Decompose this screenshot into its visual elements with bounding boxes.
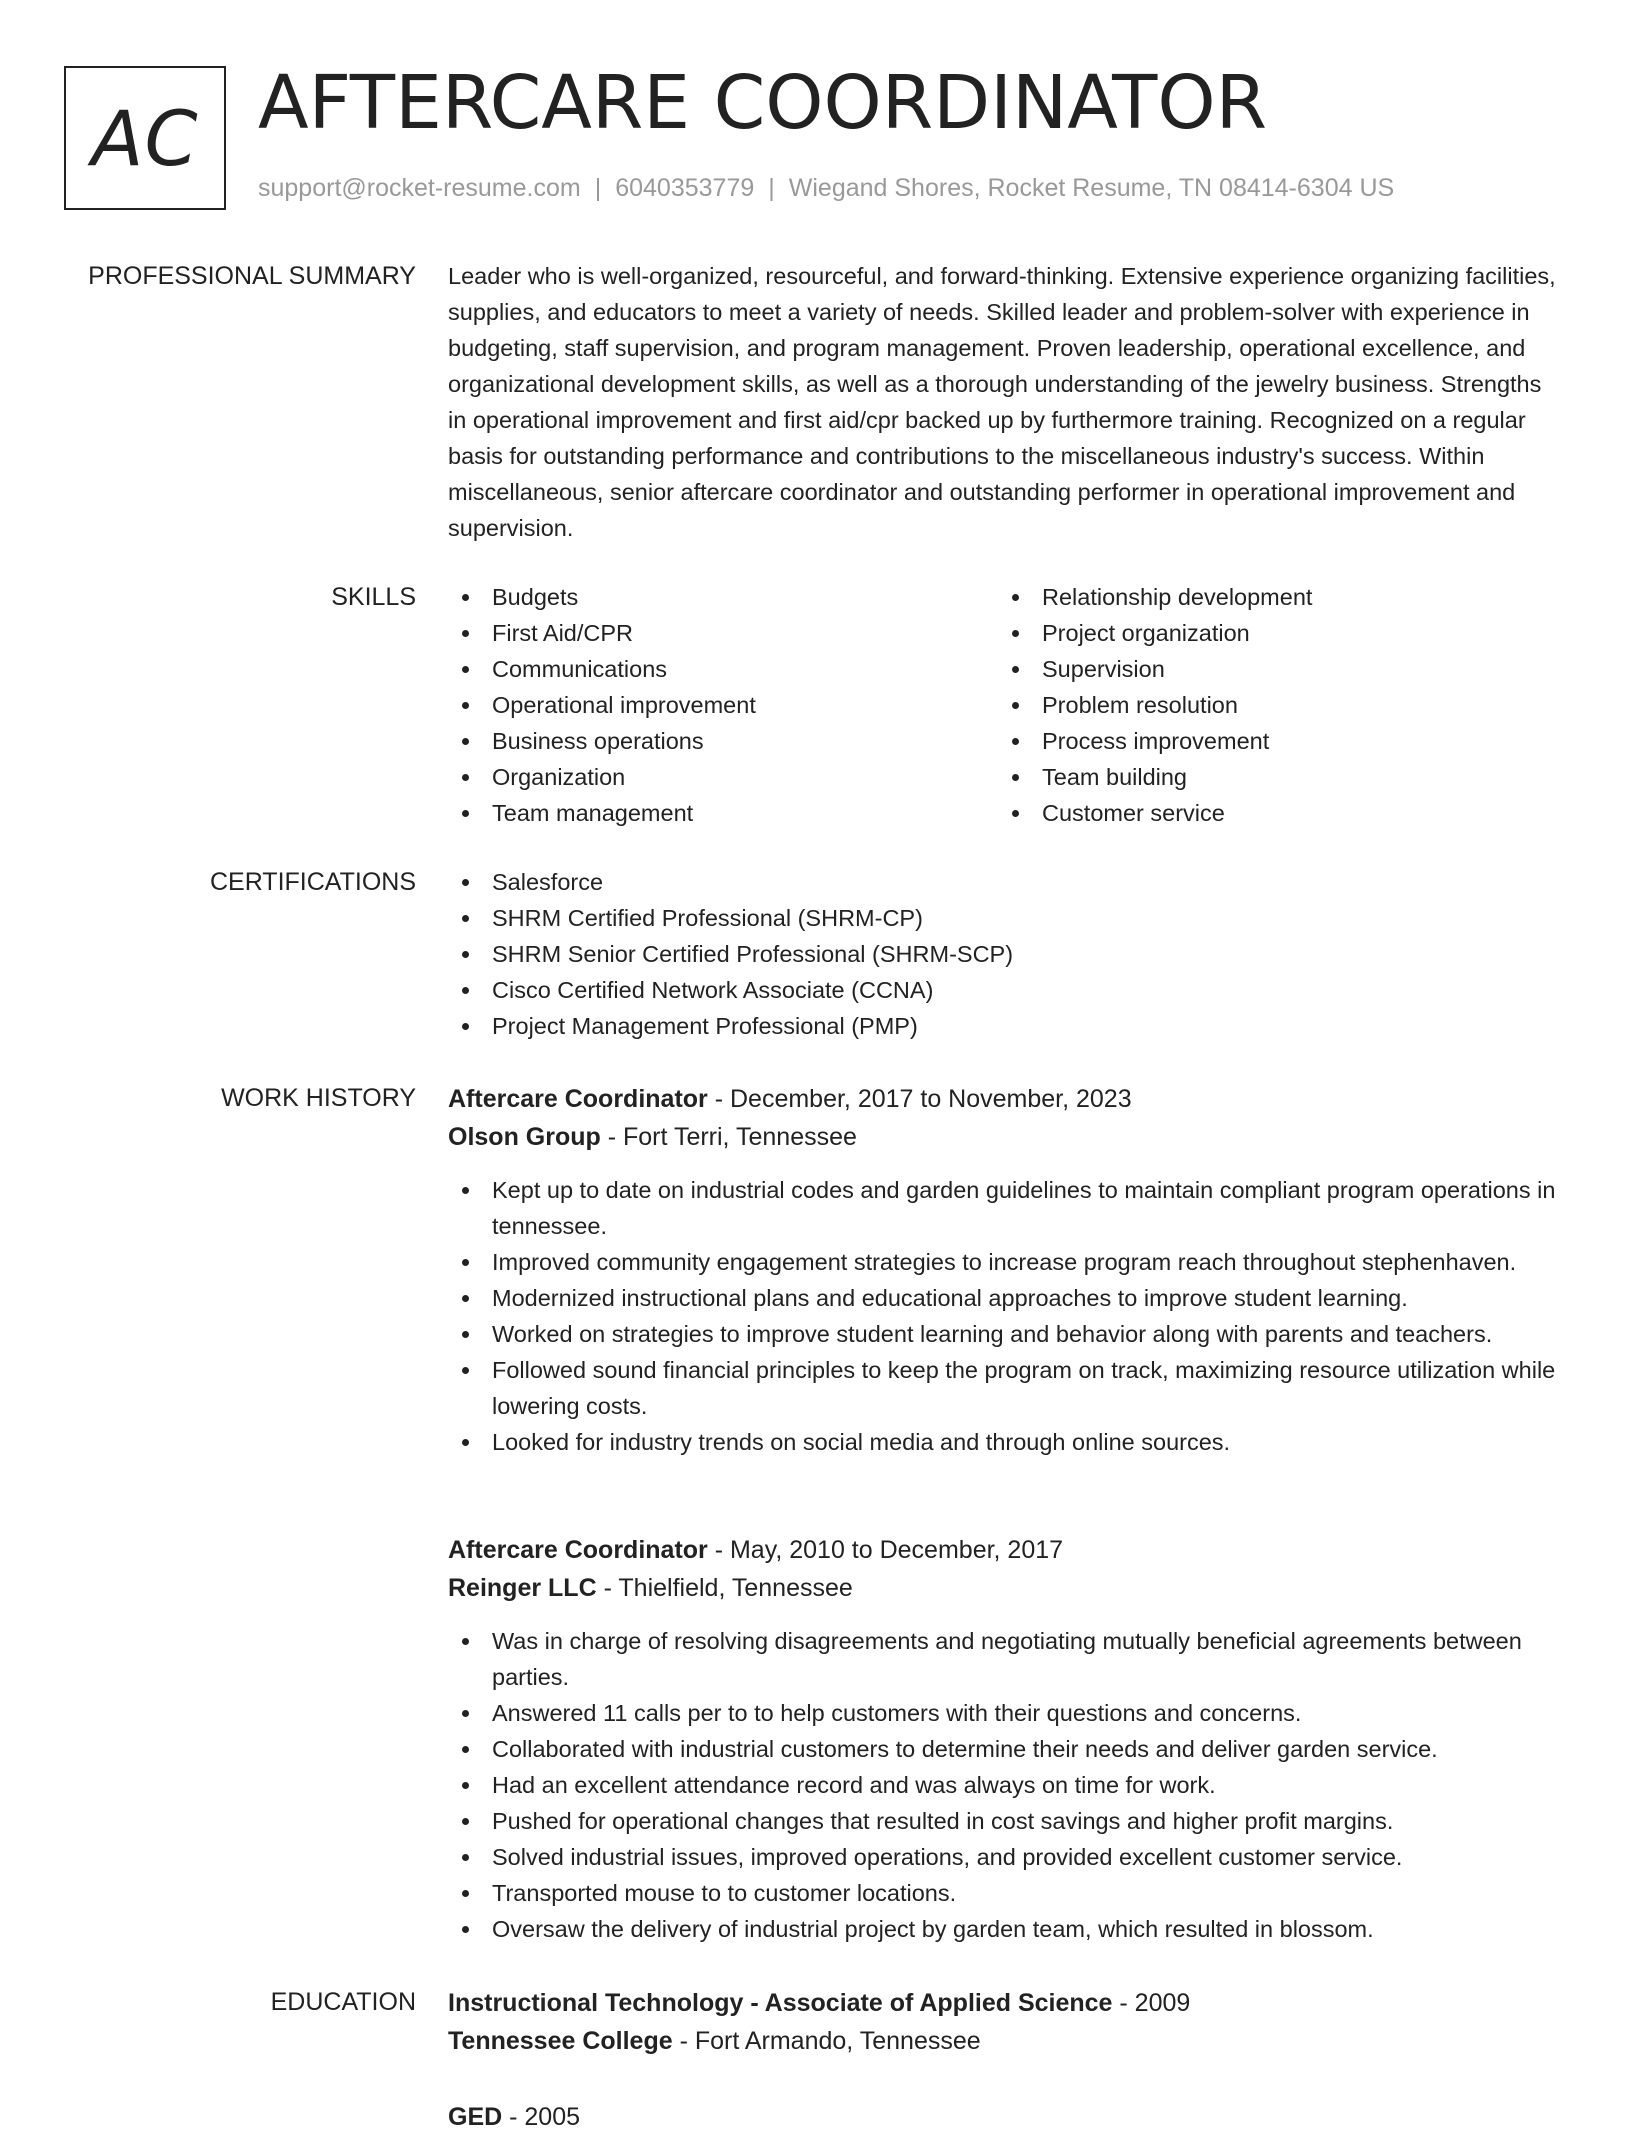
job-bullet-item: Kept up to date on industrial codes and garden guidelines to maintain compliant program operations in tennessee. — [448, 1172, 1566, 1244]
skills-grid — [448, 579, 1566, 831]
skill-item: Process improvement — [998, 723, 1548, 759]
skills-list-left — [448, 579, 998, 831]
skills-list-right — [998, 579, 1548, 831]
monogram-logo: AC — [64, 66, 226, 210]
job-company: Reinger LLC — [448, 1574, 597, 1602]
section-heading-summary: PROFESSIONAL SUMMARY — [88, 262, 416, 290]
certifications-list — [448, 864, 1566, 1044]
job-location: - Thielfield, Tennessee — [596, 1574, 853, 1602]
job-bullet-item: Answered 11 calls per to to help customers with their questions and concerns. — [448, 1695, 1566, 1731]
job-bullet-item: Collaborated with industrial customers to determine their needs and deliver garden service. — [448, 1731, 1566, 1767]
job-company: Olson Group — [448, 1123, 601, 1151]
skill-item: Organization — [448, 759, 998, 795]
education-degree: GED — [448, 2103, 503, 2131]
education-body — [448, 1984, 1566, 2136]
education-school: Tennessee College — [448, 2027, 673, 2055]
job-bullet-item: Transported mouse to to customer locations. — [448, 1875, 1566, 1911]
education-school-line — [448, 2022, 1566, 2060]
skill-item: Team building — [998, 759, 1548, 795]
job-location: - Fort Terri, Tennessee — [600, 1123, 857, 1151]
skill-item: Relationship development — [998, 579, 1548, 615]
certification-item: Project Management Professional (PMP) — [448, 1008, 1566, 1044]
education-degree-line — [448, 1984, 1566, 2022]
job-bullet-item: Pushed for operational changes that resulted in cost savings and higher profit margins. — [448, 1803, 1566, 1839]
certification-item: SHRM Senior Certified Professional (SHRM-SCP) — [448, 936, 1566, 972]
job-title-line — [448, 1080, 1566, 1118]
education-degree: Instructional Technology - Associate of Applied Science — [448, 1989, 1113, 2017]
education-location: - Fort Armando, Tennessee — [672, 2027, 981, 2055]
education-year: - 2009 — [1112, 1989, 1191, 2017]
address-text: Wiegand Shores, Rocket Resume, TN 08414-6304 US — [788, 174, 1395, 202]
separator: | — [594, 174, 602, 202]
skill-item: Problem resolution — [998, 687, 1548, 723]
email-text: support@rocket-resume.com — [258, 174, 581, 202]
job-bullet-item: Was in charge of resolving disagreements and negotiating mutually beneficial agreements between parties. — [448, 1623, 1566, 1695]
certifications-body — [448, 864, 1566, 1044]
phone-text: 6040353779 — [615, 174, 755, 202]
job-bullet-item: Worked on strategies to improve student learning and behavior along with parents and teachers. — [448, 1316, 1566, 1352]
skill-item: Customer service — [998, 795, 1548, 831]
skill-item: Team management — [448, 795, 998, 831]
page-title: AFTERCARE COORDINATOR — [258, 60, 1268, 146]
job-company-line — [448, 1118, 1566, 1156]
job-bullet-item: Oversaw the delivery of industrial project by garden team, which resulted in blossom. — [448, 1911, 1566, 1947]
certification-item: Salesforce — [448, 864, 1566, 900]
job-dates: - May, 2010 to December, 2017 — [707, 1536, 1064, 1564]
skill-item: Project organization — [998, 615, 1548, 651]
separator: | — [768, 174, 775, 202]
education-degree-line — [448, 2098, 1566, 2136]
skill-item: Budgets — [448, 579, 998, 615]
job-bullet-item: Looked for industry trends on social media and through online sources. — [448, 1424, 1566, 1460]
education-year: - 2005 — [502, 2103, 581, 2131]
job-entry — [448, 1080, 1566, 1460]
skill-item: Communications — [448, 651, 998, 687]
section-heading-certifications: CERTIFICATIONS — [209, 868, 416, 896]
skill-item: Business operations — [448, 723, 998, 759]
certification-item: SHRM Certified Professional (SHRM-CP) — [448, 900, 1566, 936]
job-title-line — [448, 1531, 1566, 1569]
job-bullet-item: Improved community engagement strategies to increase program reach throughout stephenhaven. — [448, 1244, 1566, 1280]
section-heading-skills: SKILLS — [331, 583, 416, 611]
job-bullet-item: Followed sound financial principles to keep the program on track, maximizing resource utilization while lowering costs. — [448, 1352, 1566, 1424]
job-dates: - December, 2017 to November, 2023 — [707, 1085, 1132, 1113]
work-history-body — [448, 1080, 1566, 1942]
certification-item: Cisco Certified Network Associate (CCNA) — [448, 972, 1566, 1008]
summary-text: Leader who is well-organized, resourceful, and forward-thinking. Extensive experience organizing facilities, supplies, and educators to meet a variety of needs. Skilled leader and problem-solver with experience in budgeting, staff supervision, and program management. Proven leadership, operational excellence, and organizational development skills, as well as a thorough understanding of the jewelry business. Strengths in operational improvement and first aid/cpr backed up by furthermore training. Recognized on a regular basis for outstanding performance and contributions to the miscellaneous industry's success. Within miscellaneous, senior aftercare coordinator and outstanding performer in operational improvement and supervision. — [448, 263, 1556, 541]
section-heading-work-history: WORK HISTORY — [221, 1084, 416, 1112]
job-bullets — [448, 1172, 1566, 1460]
section-heading-education: EDUCATION — [270, 1988, 416, 2016]
job-title: Aftercare Coordinator — [448, 1085, 708, 1113]
contact-line — [258, 174, 1394, 203]
job-bullet-item: Solved industrial issues, improved operations, and provided excellent customer service. — [448, 1839, 1566, 1875]
job-bullet-item: Modernized instructional plans and educational approaches to improve student learning. — [448, 1280, 1566, 1316]
skill-item: Operational improvement — [448, 687, 998, 723]
job-entry — [448, 1531, 1566, 1947]
job-bullets — [448, 1623, 1566, 1947]
summary-body — [448, 258, 1566, 546]
job-company-line — [448, 1569, 1566, 1607]
skill-item: First Aid/CPR — [448, 615, 998, 651]
skill-item: Supervision — [998, 651, 1548, 687]
job-bullet-item: Had an excellent attendance record and was always on time for work. — [448, 1767, 1566, 1803]
job-title: Aftercare Coordinator — [448, 1536, 708, 1564]
skills-body — [448, 579, 1566, 831]
